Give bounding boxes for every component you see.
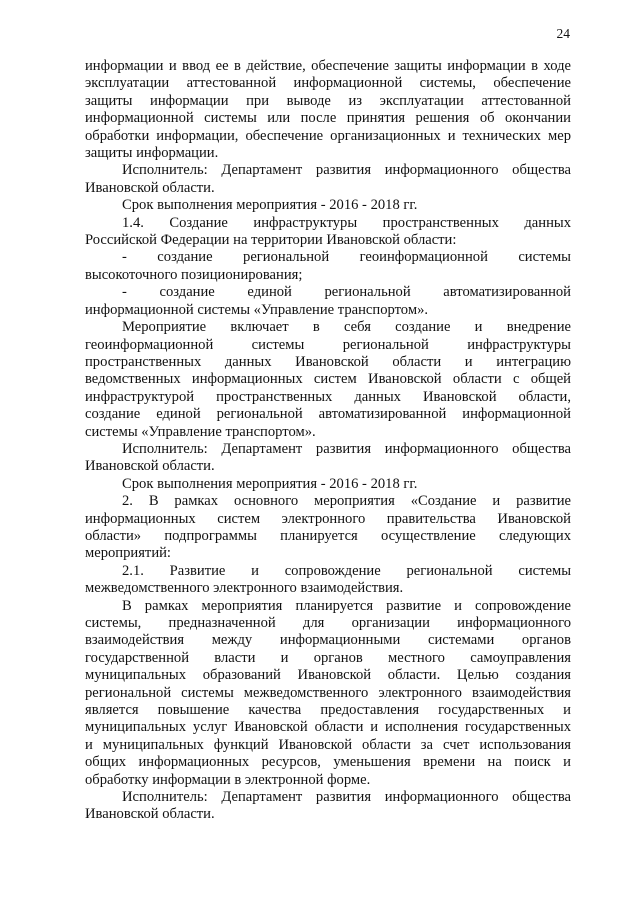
text-line: является повышение качества предоставления государственных и: [85, 702, 571, 719]
text-line: информационной системы или после принятия решения об окончании: [85, 110, 571, 127]
text-line: Исполнитель: Департамент развития информационного общества: [122, 789, 571, 806]
document-body: [85, 58, 571, 824]
text-line: Российской Федерации на территории Ивановской области:: [85, 232, 457, 249]
text-line: информации и ввод ее в действие, обеспечение защиты информации в ходе: [85, 58, 571, 74]
text-line: Исполнитель: Департамент развития информационного общества: [122, 162, 571, 179]
text-line: Ивановской области.: [85, 806, 215, 823]
text-line: создание единой региональной автоматизированной информационной: [85, 406, 571, 423]
text-line: геоинформационной системы региональной инфраструктуры: [85, 336, 571, 353]
text-line: эксплуатации аттестованной информационной системы, обеспечение: [85, 75, 571, 92]
text-line: Мероприятие включает в себя создание и внедрение: [122, 319, 571, 336]
text-line: Срок выполнения мероприятия - 2016 - 2018 гг.: [122, 197, 418, 214]
text-line: В рамках мероприятия планируется развитие и сопровождение: [122, 597, 571, 614]
text-line: Ивановской области.: [85, 179, 215, 196]
text-line: взаимодействия между информационными системами органов: [85, 632, 571, 649]
text-line: мероприятий:: [85, 545, 171, 562]
page-number: 24: [556, 26, 570, 41]
text-line: государственной власти и органов местного самоуправления: [85, 649, 571, 666]
text-line: информационных систем электронного правительства Ивановской: [85, 510, 571, 527]
text-line: системы, предназначенной для организации информационного: [85, 615, 571, 631]
text-line: области» подпрограммы планируется осуществление следующих: [85, 527, 571, 544]
text-line: Ивановской области.: [85, 458, 215, 475]
text-line: защиты информации при выводе из эксплуатации аттестованной: [85, 92, 571, 109]
text-line: Срок выполнения мероприятия - 2016 - 2018 гг.: [122, 475, 418, 492]
text-line: межведомственного электронного взаимодействия.: [85, 580, 404, 597]
text-line: инфраструктурой пространственных данных Ивановской области,: [85, 388, 571, 405]
text-line: обработку информации в электронной форме.: [85, 771, 371, 788]
text-line: и муниципальных функций Ивановской области за счет использования: [85, 736, 571, 753]
text-line: 1.4. Создание инфраструктуры пространственных данных: [122, 214, 571, 231]
text-line: муниципальных образований Ивановской области. Целью создания: [85, 667, 571, 684]
text-line: информационной системы «Управление транспортом».: [85, 301, 429, 318]
text-line: общих информационных ресурсов, уменьшения времени на поиск и: [85, 754, 571, 771]
text-line: пространственных данных Ивановской области и интеграцию: [85, 353, 571, 370]
text-line: 2. В рамках основного мероприятия «Создание и развитие: [122, 493, 571, 510]
text-line: региональной системы межведомственного электронного взаимодействия: [85, 684, 571, 701]
text-line: ведомственных информационных систем Ивановской области с общей: [85, 371, 571, 388]
text-line: системы «Управление транспортом».: [85, 423, 316, 440]
text-line: 2.1. Развитие и сопровождение региональной системы: [122, 562, 571, 579]
text-line: высокоточного позиционирования;: [85, 266, 303, 283]
text-line: защиты информации.: [85, 145, 219, 162]
text-line: муниципальных услуг Ивановской области и исполнения государственных: [85, 719, 571, 736]
text-line: обработки информации, обеспечение организационных и технических мер: [85, 127, 571, 144]
text-line: Исполнитель: Департамент развития информационного общества: [122, 440, 571, 457]
text-line: - создание единой региональной автоматизированной: [122, 284, 571, 301]
text-line: - создание региональной геоинформационной системы: [122, 249, 571, 266]
